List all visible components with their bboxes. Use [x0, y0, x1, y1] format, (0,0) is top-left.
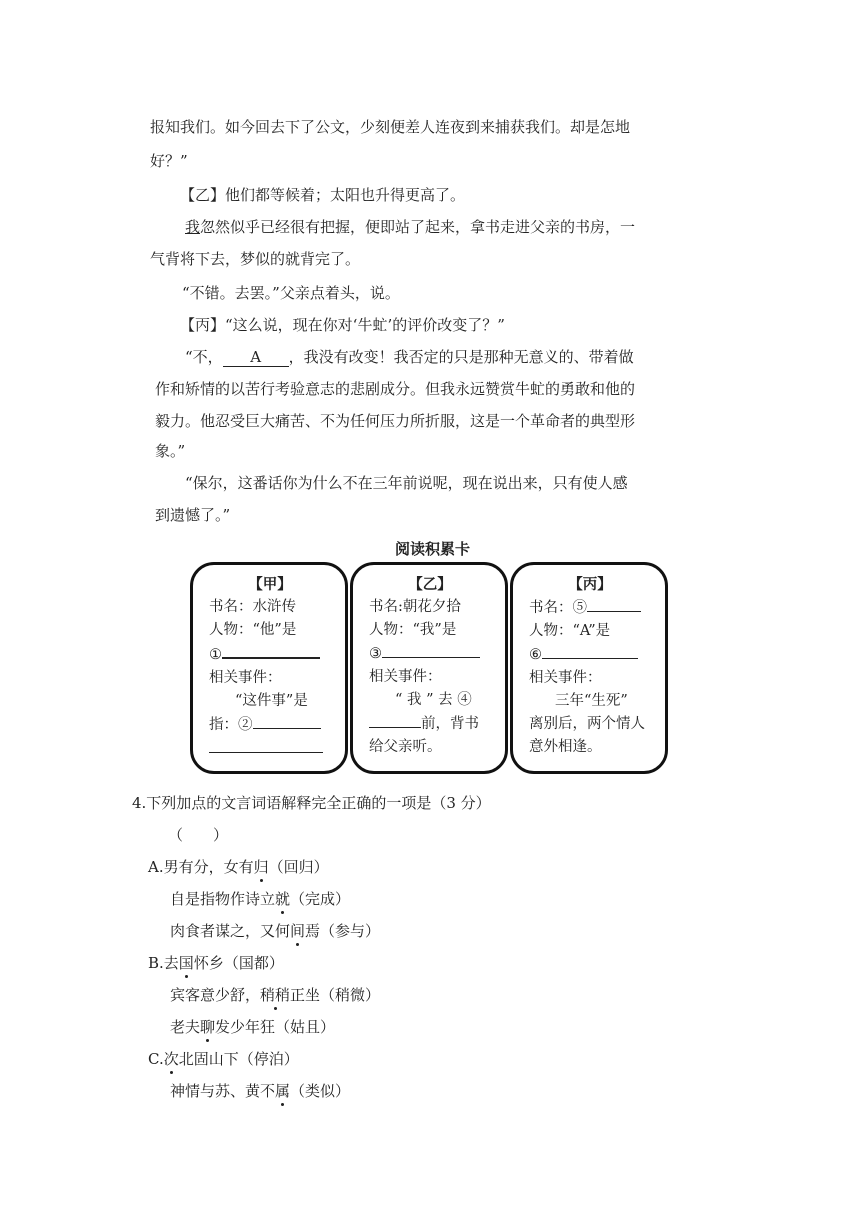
b1-dotted: 国 — [178, 954, 194, 972]
card-yi-line-6-text: 前，背书 — [421, 716, 479, 732]
option-b-2 — [170, 984, 380, 1006]
blank-5 — [587, 596, 641, 612]
option-c-1 — [148, 1048, 299, 1070]
card-title: 阅读积累卡 — [394, 540, 470, 558]
card-bing-book — [529, 596, 651, 620]
passage-bing-line-5: 象。” — [155, 442, 186, 460]
option-c-2 — [170, 1080, 350, 1102]
passage-bing-line-3: 作和矫情的以苦行考验意志的悲剧成分。但我永远赞赏牛虻的勇敢和他的 — [155, 380, 636, 398]
a1-post: （回归） — [268, 858, 329, 876]
card-jia-answer-2b — [209, 737, 331, 761]
underlined-wo: 我 — [185, 218, 201, 236]
passage-bing-line-2 — [185, 346, 634, 368]
b2-pre: 宾客意少舒， — [170, 986, 261, 1004]
card-yi-answer-3 — [369, 642, 491, 666]
option-a-3 — [170, 920, 380, 942]
a1-pre: A.男有分，女有 — [148, 858, 254, 876]
a3-dotted: 间 — [290, 922, 306, 940]
card-yi-line-7: 给父亲听。 — [369, 739, 442, 755]
card-yi — [350, 562, 508, 774]
card-jia-head: 【甲】 — [248, 576, 292, 593]
zhi-2: 指：② — [209, 717, 253, 733]
question-stem: 4.下列加点的文言词语解释完全正确的一项是（3 分） — [132, 794, 491, 812]
answer-paren: （ ） — [168, 826, 229, 844]
yi-text-1: 他们都等候着；太阳也升得更高了。 — [225, 186, 466, 204]
passage-bing-line-7: 到遗憾了。” — [155, 506, 231, 524]
card-bing — [510, 562, 668, 774]
card-bing-person: 人物：“A”是 — [529, 623, 611, 639]
yi-text-2: 忽然似乎已经很有把握，便即站了起来，拿书走进父亲的书房，一 — [200, 218, 636, 236]
a2-post: （完成） — [290, 890, 351, 908]
card-jia-person: 人物：“他”是 — [209, 622, 297, 638]
bing-text-1: “这么说，现在你对‘牛虻’的评价改变了？” — [225, 316, 505, 334]
c2-dotted: 属 — [275, 1082, 291, 1100]
card-bing-line-6: 离别后，两个情人 — [529, 716, 645, 732]
passage-line-1: 报知我们。如今回去下了公文，少刻便差人连夜到来捕获我们。却是怎地 — [150, 118, 631, 136]
blank-2 — [253, 713, 321, 729]
b3-pre: 老夫 — [170, 1018, 201, 1036]
blank-1 — [222, 642, 320, 659]
card-bing-event: 相关事件： — [529, 670, 602, 686]
a3-pre: 肉食者谋之，又何 — [170, 922, 291, 940]
circle-1: ① — [209, 647, 222, 663]
b2-dotted: 稍稍 — [260, 986, 291, 1004]
passage-bing-line-1 — [180, 314, 505, 336]
b3-dotted: 聊 — [200, 1018, 216, 1036]
passage-yi-line-1 — [180, 184, 465, 206]
blank-2b — [209, 737, 323, 753]
c1-post: 北固山下（停泊） — [178, 1050, 299, 1068]
yi-tag: 【乙】 — [180, 186, 226, 204]
option-a-2 — [170, 888, 350, 910]
blank-6 — [542, 643, 638, 659]
card-jia — [190, 562, 348, 774]
card-jia-event: 相关事件： — [209, 670, 282, 686]
card-yi-event: 相关事件： — [369, 669, 442, 685]
circle-3: ③ — [369, 646, 382, 662]
option-b-3 — [170, 1016, 335, 1038]
bing-text-2a: “不， — [185, 348, 223, 366]
passage-yi-line-3: 气背将下去，梦似的就背完了。 — [150, 250, 361, 268]
bing-text-2b: ，我没有改变！我否定的只是那种无意义的、带着做 — [288, 348, 634, 366]
card-yi-person: 人物：“我”是 — [369, 622, 457, 638]
b3-post: 发少年狂（姑且） — [215, 1018, 336, 1036]
card-yi-head: 【乙】 — [408, 576, 452, 593]
card-jia-book: 书名：水浒传 — [209, 599, 296, 615]
card-yi-line-5: “ 我 ” 去 ④ — [395, 692, 472, 708]
circle-6: ⑥ — [529, 647, 542, 663]
passage-yi-line-2 — [185, 216, 635, 238]
passage-yi-line-4: “不错。去罢。”父亲点着头，说。 — [182, 284, 400, 302]
option-a-1 — [148, 856, 329, 878]
c1-pre: C. — [148, 1050, 164, 1068]
blank-4 — [369, 712, 421, 728]
c2-post: （类似） — [290, 1082, 351, 1100]
card-jia-answer-2 — [209, 713, 331, 737]
card-jia-zhe: “这件事”是 — [235, 693, 308, 709]
card-bing-line-7: 意外相逢。 — [529, 739, 602, 755]
card-yi-book: 书名:朝花夕拾 — [369, 599, 461, 615]
bing-tag: 【丙】 — [180, 316, 226, 334]
card-jia-answer-1 — [209, 642, 331, 667]
passage-bing-line-4: 毅力。他忍受巨大痛苦、不为任何压力所折服，这是一个革命者的典型形 — [155, 412, 636, 430]
c1-dotted: 次 — [163, 1050, 179, 1068]
card-bing-head: 【丙】 — [568, 576, 612, 593]
a2-pre: 自是指物作诗立 — [170, 890, 276, 908]
a2-dotted: 就 — [275, 890, 291, 908]
a3-post: 焉（参与） — [305, 922, 381, 940]
blank-a: A — [223, 348, 289, 367]
blank-3 — [382, 642, 480, 658]
card-bing-book-text: 书名：⑤ — [529, 600, 587, 616]
card-yi-line-6 — [369, 712, 491, 736]
passage-line-2: 好？” — [150, 152, 188, 170]
b1-post: 怀乡（国都） — [193, 954, 284, 972]
b1-pre: B.去 — [148, 954, 179, 972]
a1-dotted: 归 — [253, 858, 269, 876]
passage-bing-line-6: “保尔，这番话你为什么不在三年前说呢，现在说出来，只有使人感 — [185, 474, 628, 492]
option-b-1 — [148, 952, 284, 974]
card-bing-answer-6 — [529, 643, 651, 667]
b2-post: 正坐（稍微） — [290, 986, 381, 1004]
c2-pre: 神情与苏、黄不 — [170, 1082, 276, 1100]
card-bing-line-5: 三年“生死” — [555, 693, 628, 709]
